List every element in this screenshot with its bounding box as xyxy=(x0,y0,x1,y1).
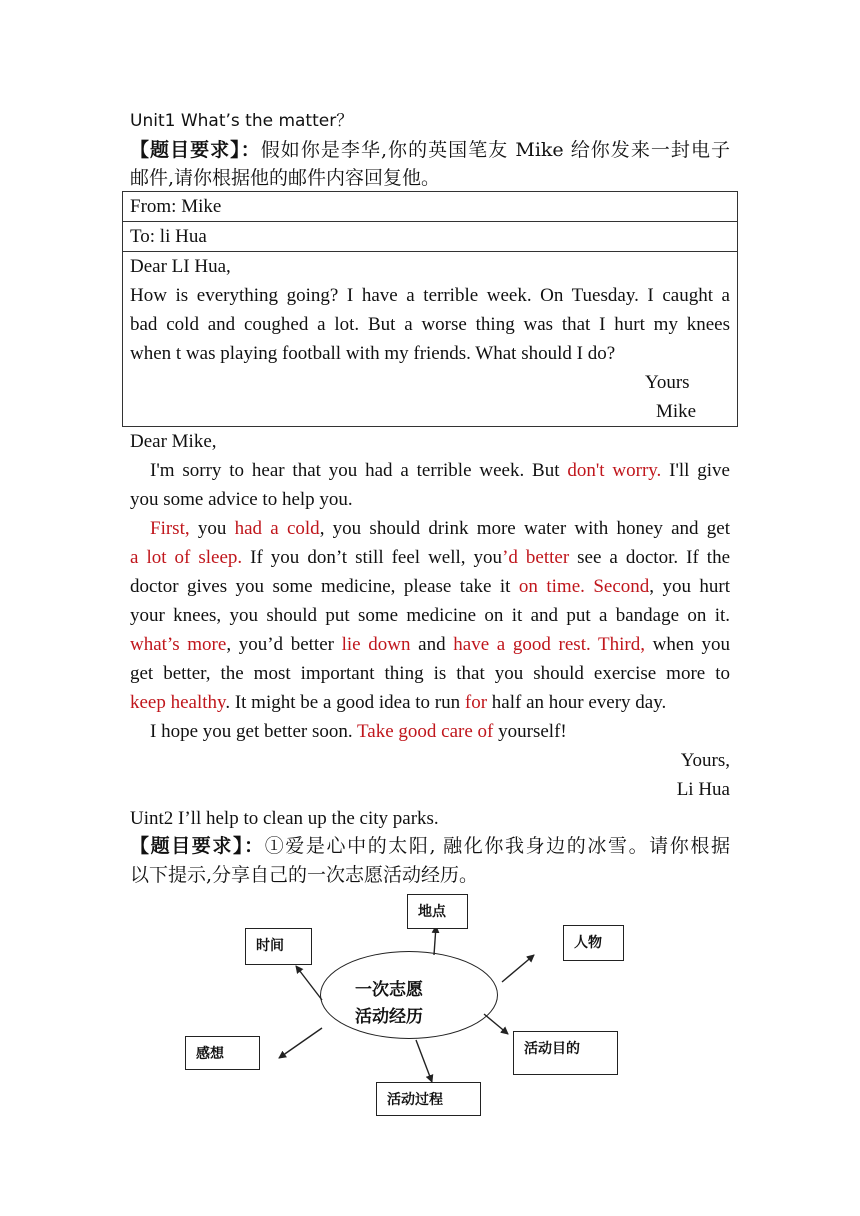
highlight-phrase: ’d better xyxy=(502,547,570,568)
mindmap-node-time: 时间 xyxy=(245,928,312,965)
email-greeting: Dear LI Hua, xyxy=(130,256,231,277)
text-run: yourself! xyxy=(493,721,567,742)
text-run: when you xyxy=(645,634,730,655)
email-to: To: li Hua xyxy=(123,222,738,252)
mindmap-node-place: 地点 xyxy=(407,894,468,929)
reply-closing: Yours, xyxy=(680,750,730,771)
arrow-to-place xyxy=(434,926,436,955)
mindmap-node-purpose: 活动目的 xyxy=(513,1031,618,1075)
text-run: you xyxy=(189,518,235,539)
text-run: , you’d better xyxy=(226,634,342,655)
highlight-phrase: keep healthy xyxy=(130,692,226,713)
reply-line: your knees, you should put some medicine on it and put a bandage on it. xyxy=(130,605,730,626)
unit2-requirement-line2: 以下提示,分享自己的一次志愿活动经历。 xyxy=(130,864,479,886)
text-run: see a doctor. If the xyxy=(569,547,730,568)
highlight-phrase: for xyxy=(464,692,488,713)
highlight-phrase: a lot of sleep. xyxy=(130,547,243,568)
reply-line: get better, the most important thing is that you should exercise more to xyxy=(130,663,730,684)
reply-line: you some advice to help you. xyxy=(130,489,353,510)
text-run: half an hour every day. xyxy=(487,692,667,713)
mindmap-node-people: 人物 xyxy=(563,925,624,961)
highlight-phrase: what’s more xyxy=(130,634,227,655)
email-from: From: Mike xyxy=(123,192,738,222)
requirement-text: ①爱是心中的太阳, 融化你我身边的冰雪。请你根据 xyxy=(264,835,730,857)
email-body-line: bad cold and coughed a lot. But a worse thing was that I hurt my knees xyxy=(130,314,730,335)
text-run: . It might be a good idea to run xyxy=(225,692,465,713)
unit2-title: Uint2 I’ll help to clean up the city parks. xyxy=(130,808,439,829)
highlight-phrase: lie down xyxy=(341,634,411,655)
requirement-tag: 【题目要求】： xyxy=(130,835,265,857)
highlight-phrase: have a good rest. Third, xyxy=(453,634,646,655)
email-body-line: How is everything going? I have a terrible week. On Tuesday. I caught a xyxy=(130,285,730,306)
text-run: I hope you get better soon. xyxy=(150,721,358,742)
text-run: I'll give xyxy=(661,460,730,481)
unit1-requirement-line2: 邮件,请你根据他的邮件内容回复他。 xyxy=(130,167,441,189)
text-run: I'm sorry to hear that you had a terrible week. But xyxy=(150,460,568,481)
requirement-text: 假如你是李华,你的英国笔友 Mike 给你发来一封电子 xyxy=(260,139,730,161)
text-run: and xyxy=(410,634,454,655)
reply-signature: Li Hua xyxy=(676,779,730,800)
requirement-tag: 【题目要求】： xyxy=(130,139,261,161)
mindmap-node-feelings: 感想 xyxy=(185,1036,260,1070)
email-body-line: when t was playing football with my friends. What should I do? xyxy=(130,343,616,364)
arrow-to-time xyxy=(296,966,322,1000)
arrow-to-purpose xyxy=(484,1014,508,1034)
arrow-to-feelings xyxy=(279,1028,322,1058)
reply-greeting: Dear Mike, xyxy=(130,431,217,452)
text-run: If you don’t still feel well, you xyxy=(242,547,503,568)
mindmap-center-label-1: 一次志愿 xyxy=(355,980,423,1000)
highlight-phrase: on time. Second xyxy=(518,576,650,597)
text-run: , you should drink more water with honey and get xyxy=(319,518,731,539)
unit1-title: Unit1 What’s the matter？ xyxy=(130,111,354,131)
mindmap-node-process: 活动过程 xyxy=(376,1082,481,1116)
highlight-phrase: First, xyxy=(150,518,190,539)
mindmap-center-label-2: 活动经历 xyxy=(355,1007,423,1027)
arrow-to-people xyxy=(502,955,534,982)
highlight-phrase: don't worry. xyxy=(567,460,662,481)
arrow-to-process xyxy=(416,1040,432,1082)
text-run: , you hurt xyxy=(649,576,731,597)
email-closing: Yours xyxy=(645,372,690,393)
email-signature: Mike xyxy=(656,401,697,422)
highlight-phrase: Take good care of xyxy=(357,721,494,742)
text-run: doctor gives you some medicine, please take it xyxy=(130,576,519,597)
highlight-phrase: had a cold xyxy=(234,518,320,539)
